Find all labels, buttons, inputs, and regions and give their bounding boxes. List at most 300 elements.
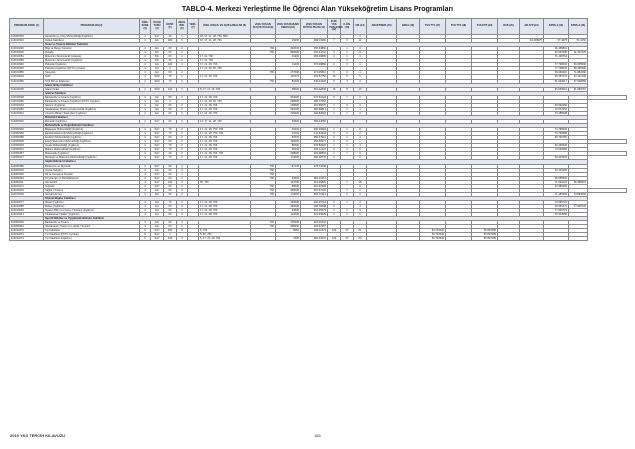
table-cell: 5 [328, 95, 341, 99]
table-cell: EA [151, 209, 164, 213]
table-cell: 2 [177, 209, 188, 213]
table-cell: Bankacılık ve Finans (İngilizce) (KKTC Uyruklu) [44, 99, 140, 103]
table-cell: Hukuk Fakültesi [44, 39, 140, 43]
table-cell: 110060343 [10, 225, 44, 229]
table-cell: Sosyal Hizmet [44, 192, 140, 196]
table-cell: Maliye (İngilizce) [44, 204, 140, 208]
table-cell: 4 [140, 39, 151, 43]
table-cell: 8 [354, 128, 367, 132]
table-cell: Tıp Fakültesi (İngilizce) [44, 237, 140, 241]
table-cell: 17, 21, 28, 750, 766 [199, 128, 251, 132]
table-cell: 60 [164, 184, 177, 188]
table-cell: 3 [354, 111, 367, 115]
table-cell [569, 237, 588, 241]
table-cell: 310.39073 [301, 209, 328, 213]
table-cell: 2 [177, 204, 188, 208]
table-cell: 40 [164, 35, 177, 39]
table-cell: EA [151, 71, 164, 75]
table-cell: 110010282 [10, 107, 44, 111]
table-cell: EA [151, 99, 164, 103]
table-cell: 73.396729 [569, 204, 588, 208]
table-title: TABLO-4. Merkezi Yerleştirme İle Öğrenci Alan Yükseköğretim Lisans Programları [181, 6, 454, 13]
table-cell: 2 [177, 128, 188, 132]
table-cell: 4 [354, 209, 367, 213]
table-cell: 200 [164, 229, 177, 233]
table-cell: 110010219 [10, 75, 44, 79]
column-header: PUAN TÜRÜ (4) [151, 19, 164, 35]
table-cell: 70 [164, 200, 177, 204]
table-cell: 766 [251, 192, 276, 196]
table-cell [367, 237, 397, 241]
table-cell: DİL [151, 59, 164, 63]
table-cell: 2 [177, 103, 188, 107]
table-cell: SAY [151, 229, 164, 233]
table-cell: 1 [177, 172, 188, 176]
table-cell: 78.451974 [544, 204, 569, 208]
table-cell: 61 [354, 229, 367, 233]
table-cell: Odyoloji [44, 184, 140, 188]
table-cell: Dil ve Konuşma Terapisi [44, 172, 140, 176]
table-cell: 17, 21, 28, 766, 766 [199, 152, 251, 156]
table-cell: 482.23031 [301, 237, 328, 241]
table-cell: 110010285 [10, 204, 44, 208]
table-cell: 41133 [276, 63, 301, 67]
table-cell: 129 [328, 229, 341, 233]
table-cell: 67.589496 [544, 184, 569, 188]
table-cell: 4 [140, 221, 151, 225]
table-cell: 16 [328, 75, 341, 79]
table-cell: 4 [177, 180, 188, 184]
table-cell: 17, 21, 28, 766 [199, 204, 251, 208]
table-cell: 5, 766 [199, 229, 251, 233]
table-cell: Çocuk Gelişimi [44, 168, 140, 172]
column-header: KPSS-1 (22) [544, 19, 569, 35]
table-cell: 110010277 [10, 200, 44, 204]
table-cell: 59.365990 [569, 67, 588, 71]
table-cell: 110010283 [10, 59, 44, 63]
table-cell: 67 [341, 237, 354, 241]
table-cell: 4 [140, 79, 151, 83]
table-cell: 1 [328, 209, 341, 213]
table-cell: 60 [164, 111, 177, 115]
table-cell: SAY [151, 136, 164, 140]
table-cell: SÖZ [151, 87, 164, 91]
table-cell: 110010332 [10, 67, 44, 71]
table-cell: 63.591090 [544, 103, 569, 107]
table-row [10, 237, 627, 241]
table-cell: 120 [164, 87, 177, 91]
table-cell: 57.939558 [569, 79, 588, 83]
table-cell: 110060311 [10, 180, 44, 184]
table-cell: 110060324 [10, 176, 44, 180]
table-cell: 12 [354, 39, 367, 43]
table-cell: 1 [341, 180, 354, 184]
table-cell: 110000 [276, 213, 301, 217]
section-label: Mimarlık Fakültesi [44, 115, 588, 119]
table-cell: Bankacılık ve Finans (İngilizce) [44, 95, 140, 99]
table-cell: 120 [164, 237, 177, 241]
table-cell: 1 [341, 209, 354, 213]
table-cell: Endüstri Mühendisliği (İngilizce) [44, 136, 140, 140]
table-cell: 61.327429 [569, 51, 588, 55]
table-cell: 65.655532 [544, 176, 569, 180]
table-cell: 63.131409 [569, 75, 588, 79]
table-cell: 110010323 [10, 39, 44, 43]
table-cell: 5 [177, 229, 188, 233]
table-cell: 66.063776 [544, 75, 569, 79]
table-cell: 8050 [276, 229, 301, 233]
table-cell: 110060322 [10, 119, 44, 123]
table-cell [588, 188, 627, 192]
table-cell: 66.465891 [544, 47, 569, 51]
table-cell: 2 [164, 99, 177, 103]
table-cell: 3 [177, 237, 188, 241]
table-cell: 560000 [276, 51, 301, 55]
table-cell: 391.30306 [301, 184, 328, 188]
table-cell: 4 [140, 71, 151, 75]
table-cell: 4 [140, 148, 151, 152]
table-cell: 1 [341, 107, 354, 111]
table-cell: 4 [140, 59, 151, 63]
table-cell: 2 [177, 47, 188, 51]
table-cell: 766 [251, 164, 276, 168]
table-cell: 4 [354, 79, 367, 83]
column-header: OB (14) [354, 19, 367, 35]
table-cell: 4 [140, 47, 151, 51]
table-cell: 75.404556 [544, 213, 569, 217]
table-cell: 218000 [276, 103, 301, 107]
table-cell: 4 [140, 192, 151, 196]
table-cell: 2 [177, 192, 188, 196]
table-cell: 70 [164, 132, 177, 136]
table-cell: 5 [328, 79, 341, 83]
footer-guide-title: 2019 YKS TERCİH KILAVUZU [10, 433, 66, 438]
table-cell: 1 [341, 111, 354, 115]
table-cell: 110060372 [10, 148, 44, 152]
table-cell: 4 [140, 180, 151, 184]
table-cell: 60 [164, 192, 177, 196]
table-cell: 3 [341, 59, 354, 63]
table-header [10, 19, 627, 35]
table-cell: 110070200 [10, 192, 44, 196]
table-cell: 304000 [276, 95, 301, 99]
table-cell: 350.59577 [301, 140, 328, 144]
table-cell: SAY [151, 233, 164, 237]
table-cell: 110010225 [10, 87, 44, 91]
table-cell: EA [151, 47, 164, 51]
table-cell: 110010360 [10, 79, 44, 83]
table-cell: SAY [151, 237, 164, 241]
table-cell: 2 [177, 221, 188, 225]
table-cell: 4 [140, 132, 151, 136]
table-cell: 5 [341, 87, 354, 91]
table-cell: 1 [328, 111, 341, 115]
table-cell: Hemşirelik [44, 180, 140, 184]
table-cell: EA [151, 192, 164, 196]
table-cell [544, 237, 569, 241]
table-cell: 766 [251, 168, 276, 172]
table-cell: 59.365990 [569, 63, 588, 67]
table-cell: 4 [140, 111, 151, 115]
table-cell: 2 [328, 204, 341, 208]
table-cell: 70.485538 [544, 111, 569, 115]
table-cell: 87133 [276, 164, 301, 168]
table-cell: 40 [164, 152, 177, 156]
table-cell: 766 [251, 71, 276, 75]
table-cell: 2 [177, 79, 188, 83]
table-cell: 58000 [276, 184, 301, 188]
table-cell: 4 [140, 55, 151, 59]
table-cell: 5 [341, 75, 354, 79]
table-cell: 4 [140, 225, 151, 229]
table-cell: 766 [251, 184, 276, 188]
section-label: İşletme Fakültesi [44, 91, 588, 95]
table-cell [588, 152, 627, 156]
table-cell: Matematik (İngilizce) [44, 152, 140, 156]
table-cell: 2 [177, 168, 188, 172]
table-cell: 72.572352 [544, 107, 569, 111]
column-header: TUS TT1 (17) [420, 19, 446, 35]
table-cell: 4 [140, 119, 151, 123]
table-cell: 60 [164, 107, 177, 111]
table-cell: 1 [164, 233, 177, 237]
table-cell: Beslenme ve Diyetetik [44, 164, 140, 168]
table-cell: 394.11437 [301, 148, 328, 152]
table-cell: Sağlık Yönetimi [44, 188, 140, 192]
table-cell: 15 [354, 180, 367, 184]
table-cell: 2 [328, 63, 341, 67]
table-cell: Uluslararası Ticaret ve Lojistik Yönetimi [44, 225, 140, 229]
table-cell: 296.45714 [301, 200, 328, 204]
column-header: 2018-YKS BAŞARI SIRASI (10) [276, 19, 301, 35]
table-cell: 80000 [276, 144, 301, 148]
table-cell: 2 [177, 200, 188, 204]
table-cell: DİL [151, 55, 164, 59]
table-cell: EA [151, 204, 164, 208]
table-cell: 67070 [276, 136, 301, 140]
table-cell: 71.882360 [569, 71, 588, 75]
table-cell: 4 [140, 188, 151, 192]
table-cell: 1 [341, 213, 354, 217]
table-cell: 7600 [276, 237, 301, 241]
table-cell: 110010282 [10, 99, 44, 103]
column-header: PROGRAM ADI (2) [44, 19, 140, 35]
table-cell: 2 [354, 188, 367, 192]
column-header: KONT. (5) [164, 19, 177, 35]
table-cell: 292.84062 [301, 111, 328, 115]
table-cell: İktisat (İngilizce) [44, 200, 140, 204]
table-cell: SÖZ [151, 79, 164, 83]
table-cell: 70 [164, 148, 177, 152]
column-header: 2018-YKS YERLEŞEN (12) [328, 19, 341, 35]
table-cell: 1 [341, 128, 354, 132]
table-cell: EA [151, 63, 164, 67]
table-cell: 4 [328, 156, 341, 160]
section-label: İslami İlimler Fakültesi [44, 83, 588, 87]
table-cell: 1 [177, 35, 188, 39]
table-cell: 17, 21, 28, 766 [199, 75, 251, 79]
table-cell: 231000 [276, 107, 301, 111]
table-cell: 399.04960 [301, 39, 328, 43]
table-cell: 18, 17, 21, 28, 750, 859 [199, 35, 251, 39]
table-cell: 4 [341, 79, 354, 83]
table-cell: 100 [164, 63, 177, 67]
table-cell: 50 [164, 140, 177, 144]
table-cell: 60 [164, 188, 177, 192]
table-cell: 10 [354, 87, 367, 91]
table-cell: 2 [177, 176, 188, 180]
column-header: YERL. (7) [188, 19, 199, 35]
table-cell: 766 [251, 188, 276, 192]
table-cell: Türk Dili ve Edebiyatı [44, 79, 140, 83]
table-cell: 3 [354, 51, 367, 55]
table-cell: 110060367 [10, 152, 44, 156]
table-cell: İnşaat Mühendisliği (İngilizce) [44, 144, 140, 148]
table-cell: 5 [354, 213, 367, 217]
table-cell: 7 [328, 39, 341, 43]
table-cell: 180000 [276, 204, 301, 208]
table-cell: 64.115420 [544, 168, 569, 172]
table-cell: Mütercim-Tercümanlık (Arapça) [44, 55, 140, 59]
table-cell: 2 [177, 140, 188, 144]
table-cell: 5 [328, 71, 341, 75]
table-cell: 766 [251, 47, 276, 51]
column-header: K.ÖN. (13) [341, 19, 354, 35]
table-cell: 17, 21, 766 [199, 59, 251, 63]
table-cell: 17, 21, 28, 766 [199, 111, 251, 115]
table-cell: 110060389 [10, 164, 44, 168]
table-cell: 4 [140, 164, 151, 168]
table-cell: 60 [164, 225, 177, 229]
table-cell: 65.569916 [544, 87, 569, 91]
table-cell: 273.52224 [301, 95, 328, 99]
table-cell: 319.49820 [301, 180, 328, 184]
table-cell: EA [151, 200, 164, 204]
table-cell: 4 [140, 156, 151, 160]
table-cell: 411.54622 [301, 132, 328, 136]
table-cell [588, 140, 627, 144]
table-cell: 4 [140, 176, 151, 180]
table-cell: 6 [341, 39, 354, 43]
column-header: 2018-YKS EN KÜÇÜK PUAN (9) [251, 19, 276, 35]
table-cell: 2 [177, 71, 188, 75]
table-cell: 4 [354, 184, 367, 188]
table-cell: 2 [177, 144, 188, 148]
table-cell: 174000 [276, 192, 301, 196]
table-cell: 7 [328, 103, 341, 107]
table-cell: 3 [177, 63, 188, 67]
table-cell: 110010226 [10, 51, 44, 55]
table-cell: 17, 21, 28, 766 [199, 200, 251, 204]
table-cell: SAY [151, 132, 164, 136]
table-cell: 232.44734 [301, 51, 328, 55]
table-cell: Tarih [44, 75, 140, 79]
table-cell: 292.08803 [301, 152, 328, 156]
table-cell: 2 [354, 95, 367, 99]
table-cell: 13, 17, 21, 28, 766 [199, 119, 251, 123]
table-cell: 2 [328, 136, 341, 140]
table-cell: 17, 21, 28, 60, 766 [199, 67, 251, 71]
table-cell: 1 [341, 55, 354, 59]
table-cell: 110010346 [10, 63, 44, 67]
table-cell: 17, 21, 766 [199, 55, 251, 59]
table-cell: 378.74290 [301, 164, 328, 168]
table-cell: 110060226 [10, 221, 44, 225]
table-cell: 17, 21, 28, 766 [199, 209, 251, 213]
table-cell: 17, 21, 28, 766 [199, 63, 251, 67]
table-cell: 64603 [276, 176, 301, 180]
table-cell [588, 95, 627, 99]
table-cell: 499.11373 [301, 229, 328, 233]
table-cell [397, 237, 420, 241]
table-cell: EA [151, 221, 164, 225]
table-cell: 17, 21, 28, 766 [199, 144, 251, 148]
table-cell: 286.99813 [301, 107, 328, 111]
table-cell: 17, 21, 28, 766 [199, 95, 251, 99]
table-cell: 5, 60, 766 [199, 233, 251, 237]
table-cell [446, 237, 472, 241]
table-cell: 70 [164, 144, 177, 148]
table-cell: 60 [164, 176, 177, 180]
table-cell: 32500 [276, 119, 301, 123]
section-label: Sportif Bilimler ve Uygulamalı Bilimler Fakültesi [44, 217, 588, 221]
table-cell: Fizyoterapi ve Rehabilitasyon [44, 176, 140, 180]
section-label: Siyasal Bilgiler Fakültesi [44, 196, 588, 200]
table-cell: 9 [328, 148, 341, 152]
table-cell: 4 [140, 95, 151, 99]
table-cell: 56.837689 [472, 233, 498, 237]
table-cell: 10, 17, 21, 28, 766 [199, 39, 251, 43]
table-cell: 60 [164, 51, 177, 55]
table-cell: 1 [328, 107, 341, 111]
table-cell: 110010271 [10, 233, 44, 237]
table-cell: 4 [354, 144, 367, 148]
section-label: Sağlık Bilimleri Fakültesi [44, 160, 588, 164]
table-cell: 226.57257 [301, 225, 328, 229]
table-cell: 2 [177, 225, 188, 229]
table-cell: Havacılık ve Uzay Mühendisliği (İngilizce) [44, 35, 140, 39]
table-cell: 40 [164, 172, 177, 176]
table-cell: 2 [177, 156, 188, 160]
table-cell: 322.57756 [301, 75, 328, 79]
table-cell: 110010244 [10, 213, 44, 217]
table-cell: 54.1256 [569, 39, 588, 43]
table-cell: 17, 21, 28, 766 [199, 148, 251, 152]
table-cell: Mimarlık (İngilizce) [44, 119, 140, 123]
table-cell: Bankacılık ve Finans [44, 221, 140, 225]
table-cell: 1 [341, 152, 354, 156]
table-cell: 110010281 [10, 55, 44, 59]
table-cell: 17, 21, 28, 766 [199, 107, 251, 111]
table-cell: 5 [328, 132, 341, 136]
table-cell: 2 [177, 132, 188, 136]
table-cell: 4 [140, 184, 151, 188]
table-cell: 375000 [276, 221, 301, 225]
table-cell: 4 [354, 107, 367, 111]
table-cell: 70 [164, 156, 177, 160]
table-cell: 1 [341, 200, 354, 204]
table-cell: 286.77562 [301, 99, 328, 103]
table-cell: 3 [354, 55, 367, 59]
table-cell: 17, 21, 28, 766 [199, 103, 251, 107]
table-cell: 3 [177, 87, 188, 91]
table-cell: SAY [151, 148, 164, 152]
table-cell: 291.55575 [301, 103, 328, 107]
table-cell: 110060302 [10, 128, 44, 132]
table-cell: SAY [151, 176, 164, 180]
table-cell: 4 [354, 152, 367, 156]
table-cell: SAY [151, 128, 164, 132]
